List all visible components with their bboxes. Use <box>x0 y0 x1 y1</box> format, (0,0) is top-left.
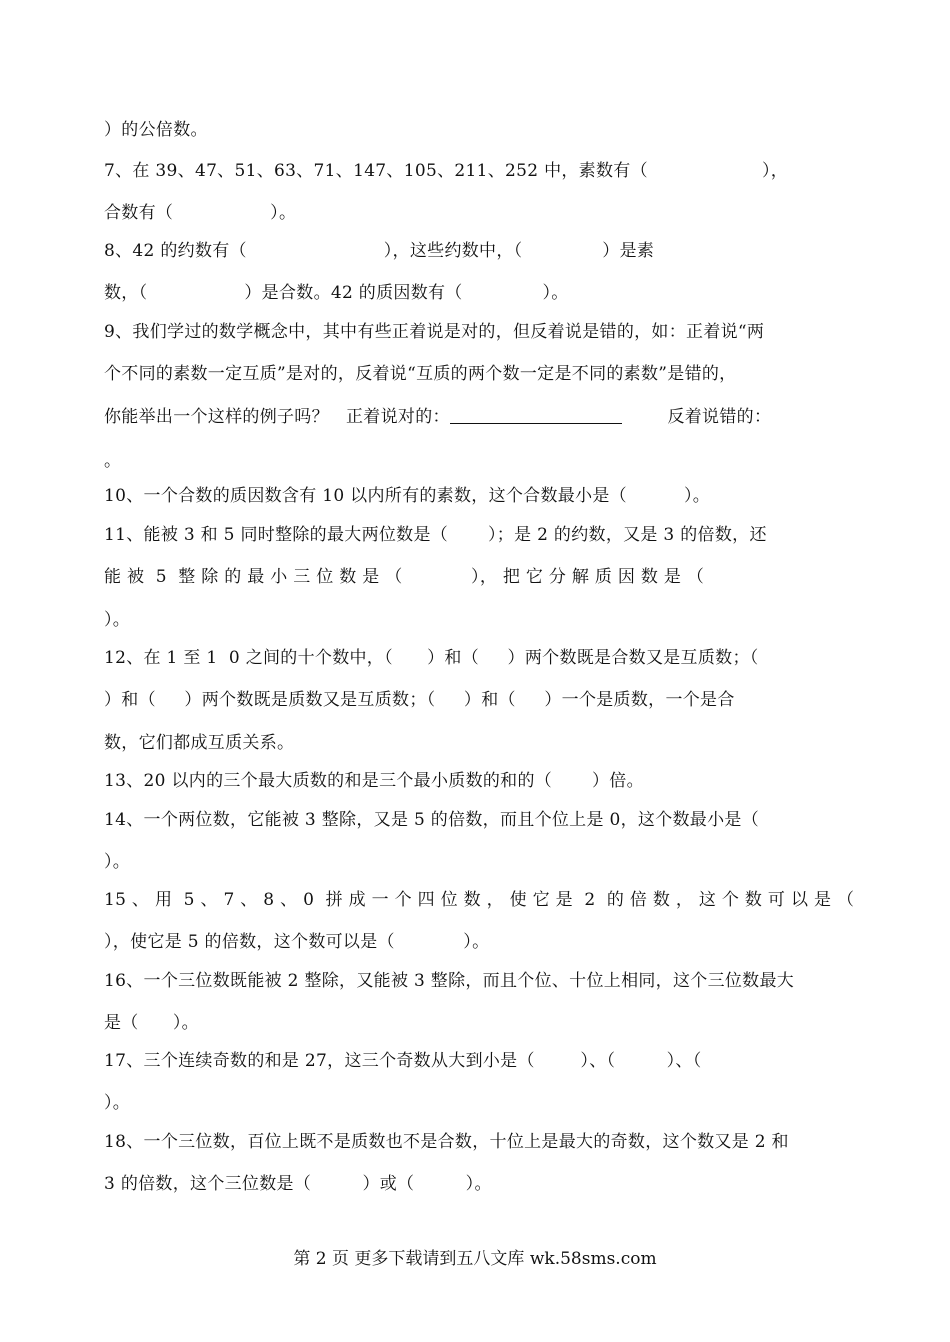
q18-line2: 3 的倍数，这个三位数是（ ）或（ ）。 <box>104 1174 492 1194</box>
q9-line2: 个不同的素数一定互质”是对的，反着说“互质的两个数一定是不同的素数”是错的， <box>104 364 737 384</box>
answer-underline[interactable] <box>450 405 622 424</box>
q12-line2: ）和（ ）两个数既是质数又是互质数；（ ）和（ ）一个是质数，一个是合 <box>104 690 735 710</box>
q12-line3: 数，它们都成互质关系。 <box>104 733 295 753</box>
q10-line1: 10、一个合数的质因数含有 10 以内所有的素数，这个合数最小是（ ）。 <box>104 486 711 506</box>
q7-line1: 7、在 39、47、51、63、71、147、105、211、252 中，素数有（ ）， <box>104 161 789 181</box>
q11-line3: ）。 <box>104 610 131 630</box>
q18-line1: 18、一个三位数，百位上既不是质数也不是合数，十位上是最大的奇数，这个数又是 2 和 <box>104 1132 789 1152</box>
q7-line2: 合数有（ ）。 <box>104 203 297 223</box>
q8-line2: 数，（ ）是合数。42 的质因数有（ ）。 <box>104 283 569 303</box>
q14-line1: 14、一个两位数，它能被 3 整除，又是 5 的倍数，而且个位上是 0，这个数最小是（ <box>104 810 759 830</box>
q17-line1: 17、三个连续奇数的和是 27，这三个奇数从大到小是（ ）、（ ）、（ <box>104 1051 702 1071</box>
page-footer: 第 2 页 更多下载请到五八文库 wk.58sms.com <box>293 1249 657 1269</box>
q9-reverse-label: 反着说错的： <box>667 407 772 427</box>
q12-line1: 12、在 1 至 1 0 之间的十个数中，（ ）和（ ）两个数既是合数又是互质数；（ <box>104 648 759 668</box>
q9-line1: 9、我们学过的数学概念中，其中有些正着说是对的，但反着说是错的，如：正着说“两 <box>104 322 765 342</box>
q15-line1: 15 、 用 5 、 7 、 8 、 0 拼 成 一 个 四 位 数 ， 使 它 是 2 的 倍 数 ， 这 个 数 可 以 是 （ <box>104 890 855 910</box>
q9-line4: 。 <box>104 451 122 471</box>
q8-line1: 8、42 的约数有（ ），这些约数中，（ ）是素 <box>104 241 655 261</box>
q15-line2: ），使它是 5 的倍数，这个数可以是（ ）。 <box>104 932 490 952</box>
q11-line1: 11、能被 3 和 5 同时整除的最大两位数是（ ）；是 2 的约数，又是 3 的倍数，还 <box>104 525 767 545</box>
q11-line2: 能 被 5 整 除 的 最 小 三 位 数 是 （ ）， 把 它 分 解 质 因 数 是 （ <box>104 567 705 587</box>
q9-prompt: 你能举出一个这样的例子吗？ 正着说对的： <box>104 407 450 427</box>
q16-line2: 是（ ）。 <box>104 1013 199 1033</box>
q16-line1: 16、一个三位数既能被 2 整除，又能被 3 整除，而且个位、十位上相同，这个三位数最大 <box>104 971 795 991</box>
q17-line2: ）。 <box>104 1093 131 1113</box>
q13-line1: 13、20 以内的三个最大质数的和是三个最小质数的和的（ ）倍。 <box>104 771 644 791</box>
q9-line3 <box>104 402 850 432</box>
q6-continuation: ）的公倍数。 <box>104 120 208 140</box>
q14-line2: ）。 <box>104 852 131 872</box>
